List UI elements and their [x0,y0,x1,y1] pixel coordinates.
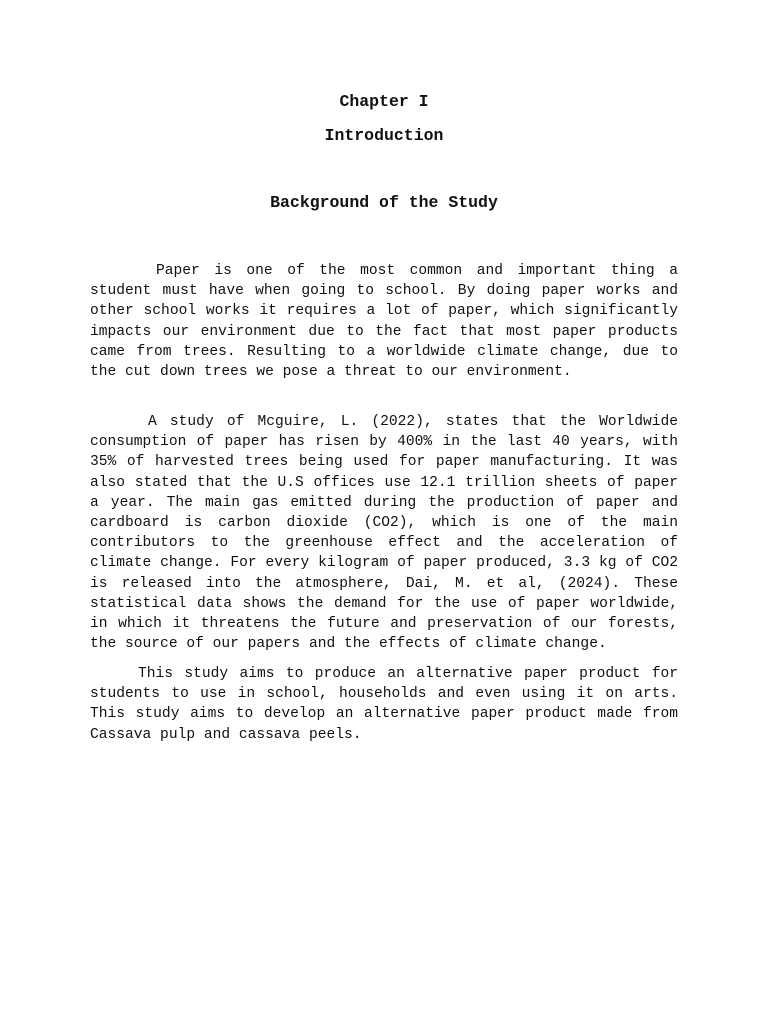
paragraph-1: Paper is one of the most common and important thing a student must have when going to school. By doing paper works and other school works it requires a lot of paper, which significantly impacts our environment due to the fact that most paper products came from trees. Resulting to a worldwide climate change, due to the cut down trees we pose a threat to our environment. [90,263,678,381]
document-page [90,0,678,1024]
paragraph-3: This study aims to produce an alternative paper product for students to use in school, households and even using it on arts. This study aims to develop an alternative paper product made from Cassava pulp and cassava peels. [90,666,678,743]
paragraph-2: A study of Mcguire, L. (2022), states that the Worldwide consumption of paper has risen by 400% in the last 40 years, with 35% of harvested trees being used for paper manufacturing. It was also stated that the U.S offices use 12.1 trillion sheets of paper a year. The main gas emitted during the production of paper and cardboard is carbon dioxide (CO2), which is one of the main contributors to the greenhouse effect and the acceleration of climate change. For every kilogram of paper produced, 3.3 kg of CO2 is released into the atmosphere, Dai, M. et al, (2024). These statistical data shows the demand for the use of paper worldwide, in which it threatens the future and preservation of our forests, the source of our papers and the effects of climate change. [90,414,678,653]
section-title: Background of the Study [270,193,498,212]
chapter-title: Introduction [324,126,444,145]
chapter-heading: Chapter I [339,92,429,111]
